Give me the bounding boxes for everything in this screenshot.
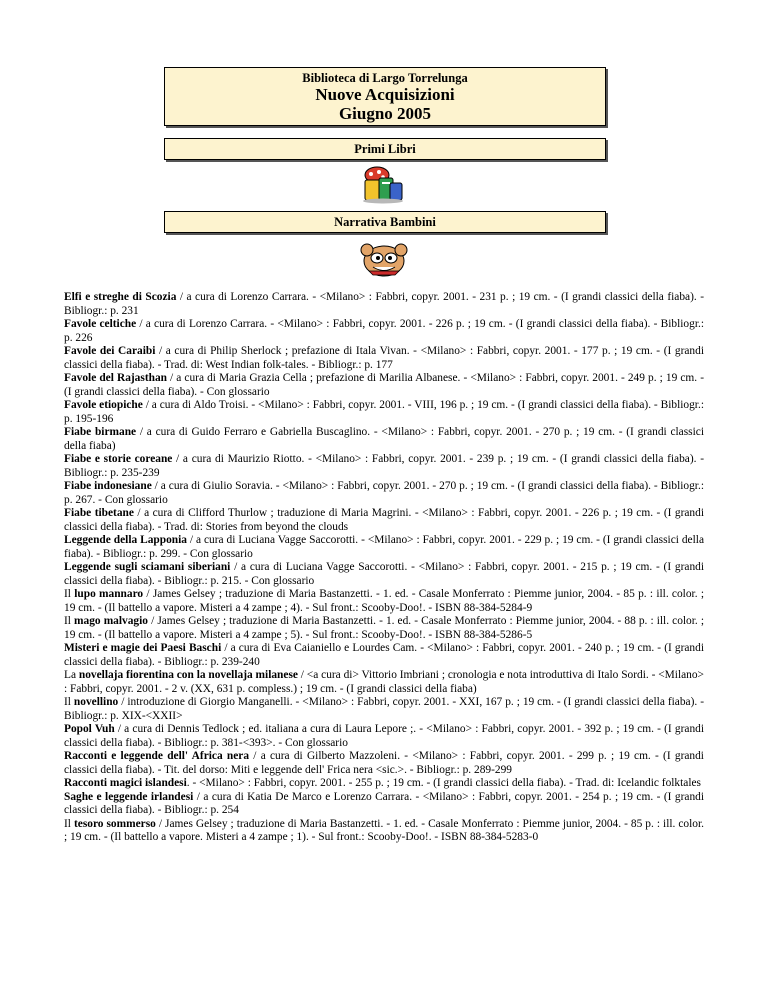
- header-banner: [164, 67, 606, 126]
- list-item: La novellaja fiorentina con la novellaja milanese / <a cura di> Vittorio Imbriani ; cronologia e nota introduttiva di Italo Sordi. - <Milano> : Fabbri, copyr. 2001. - 2 v. (XX, 631 p. compless.) ; 19 cm. - (I grandi classici della fiaba): [64, 669, 704, 695]
- section-header-narrativa-bambini: [164, 211, 606, 233]
- list-item: Fiabe indonesiane / a cura di Giulio Soravia. - <Milano> : Fabbri, copyr. 2001. - 270 p. ; 19 cm. - (I grandi classici della fiaba). - Bibliogr.: p. 267. - Con glossario: [64, 480, 704, 506]
- list-item: Elfi e streghe di Scozia / a cura di Lorenzo Carrara. - <Milano> : Fabbri, copyr. 2001. - 231 p. ; 19 cm. - (I grandi classici della fiaba). - Bibliogr.: p. 231: [64, 291, 704, 317]
- books-icon: [357, 165, 407, 205]
- list-item: Leggende della Lapponia / a cura di Luciana Vagge Saccorotti. - <Milano> : Fabbri, copyr. 2001. - 229 p. ; 19 cm. - (I grandi classici della fiaba). - Bibliogr.: p. 299. - Con glossario: [64, 534, 704, 560]
- section-label: Primi Libri: [354, 142, 416, 156]
- list-item: Leggende sugli sciamani siberiani / a cura di Luciana Vagge Saccorotti. - <Milano> : Fabbri, copyr. 2001. - 215 p. ; 19 cm. - (I grandi classici della fiaba). - Bibliogr.: p. 215. - Con glossario: [64, 561, 704, 587]
- list-item: Fiabe birmane / a cura di Guido Ferraro e Gabriella Buscaglino. - <Milano> : Fabbri, copyr. 2001. - 270 p. ; 19 cm. - (I grandi classici della fiaba): [64, 426, 704, 452]
- issue-date: Giugno 2005: [338, 104, 432, 123]
- list-item: Il lupo mannaro / James Gelsey ; traduzione di Maria Bastanzetti. - 1. ed. - Casale Monferrato : Piemme junior, 2004. - 85 p. : ill. color. ; 19 cm. - (Il battello a vapore. Misteri a 4 zampe ; 4). - Sul front.: Scooby-Doo!. - ISBN 88-384-5284-9: [64, 588, 704, 614]
- section-label: Narrativa Bambini: [334, 215, 436, 229]
- list-item: Favole celtiche / a cura di Lorenzo Carrara. - <Milano> : Fabbri, copyr. 2001. - 226 p. ; 19 cm. - (I grandi classici della fiaba). - Bibliogr.: p. 226: [64, 318, 704, 344]
- mouse-character-icon: [359, 240, 409, 280]
- list-item: Favole dei Caraibi / a cura di Philip Sherlock ; prefazione di Itala Vivan. - <Milano> : Fabbri, copyr. 2001. - 177 p. ; 19 cm. - (I grandi classici della fiaba). - Trad. di: West Indian folk-tales. - Bibliogr.: p. 177: [64, 345, 704, 371]
- list-item: Fiabe tibetane / a cura di Clifford Thurlow ; traduzione di Maria Magrini. - <Milano> : Fabbri, copyr. 2001. - 226 p. ; 19 cm. - (I grandi classici della fiaba). - Trad. di: Stories from beyond the clouds: [64, 507, 704, 533]
- list-item: Fiabe e storie coreane / a cura di Maurizio Riotto. - <Milano> : Fabbri, copyr. 2001. - 239 p. ; 19 cm. - (I grandi classici della fiaba). - Bibliogr.: p. 235-239: [64, 453, 704, 479]
- list-item: Popol Vuh / a cura di Dennis Tedlock ; ed. italiana a cura di Laura Lepore ;. - <Milano> : Fabbri, copyr. 2001. - 392 p. ; 19 cm. - (I grandi classici della fiaba). - Bibliogr.: p. 381-<393>. - Con glossario: [64, 723, 704, 749]
- library-name: Biblioteca di Largo Torrelunga: [302, 71, 468, 85]
- list-item: Racconti magici islandesi. - <Milano> : Fabbri, copyr. 2001. - 255 p. ; 19 cm. - (I grandi classici della fiaba). - Trad. di: Icelandic folktales: [64, 777, 701, 789]
- list-item: Favole etiopiche / a cura di Aldo Troisi. - <Milano> : Fabbri, copyr. 2001. - VIII, 196 p. ; 19 cm. - (I grandi classici della fiaba). - Bibliogr.: p. 195-196: [64, 399, 704, 425]
- list-item: Il novellino / introduzione di Giorgio Manganelli. - <Milano> : Fabbri, copyr. 2001. - XXI, 167 p. ; 19 cm. - (I grandi classici della fiaba). - Bibliogr.: p. XIX-<XXII>: [64, 696, 704, 722]
- list-item: Il mago malvagio / James Gelsey ; traduzione di Maria Bastanzetti. - 1. ed. - Casale Monferrato : Piemme junior, 2004. - 88 p. : ill. color. ; 19 cm. - (Il battello a vapore. Misteri a 4 zampe ; 5). - Sul front.: Scooby-Doo!. - ISBN 88-384-5286-5: [64, 615, 705, 641]
- list-item: Racconti e leggende dell' Africa nera / a cura di Gilberto Mazzoleni. - <Milano> : Fabbri, copyr. 2001. - 299 p. ; 19 cm. - (I grandi classici della fiaba). - Tit. del dorso: Miti e leggende dell' Frica nera <sic.>. - Bibliogr.: p. 289-299: [64, 750, 704, 776]
- list-item: Il tesoro sommerso / James Gelsey ; traduzione di Maria Bastanzetti. - 1. ed. - Casale Monferrato : Piemme junior, 2004. - 85 p. : ill. color. ; 19 cm. - (Il battello a vapore. Misteri a 4 zampe ; 1). - Sul front.: Scooby-Doo!. - ISBN 88-384-5283-0: [64, 817, 705, 843]
- list-item: Saghe e leggende irlandesi / a cura di Katia De Marco e Lorenzo Carrara. - <Milano> : Fabbri, copyr. 2001. - 254 p. ; 19 cm. - (I grandi classici della fiaba). - Bibliogr.: p. 254: [64, 790, 704, 816]
- list-item: Favole del Rajasthan / a cura di Maria Grazia Cella ; prefazione di Marilia Albanese. - <Milano> : Fabbri, copyr. 2001. - 249 p. ; 19 cm. - (I grandi classici della fiaba). - Con glossario: [64, 372, 704, 398]
- page-title: Nuove Acquisizioni: [315, 85, 455, 104]
- section-header-primi-libri: [164, 138, 606, 160]
- list-item: Misteri e magie dei Paesi Baschi / a cura di Eva Caianiello e Lourdes Cam. - <Milano> : Fabbri, copyr. 2001. - 240 p. ; 19 cm. - (I grandi classici della fiaba). - Bibliogr.: p. 239-240: [64, 642, 704, 668]
- record-list: [64, 291, 704, 845]
